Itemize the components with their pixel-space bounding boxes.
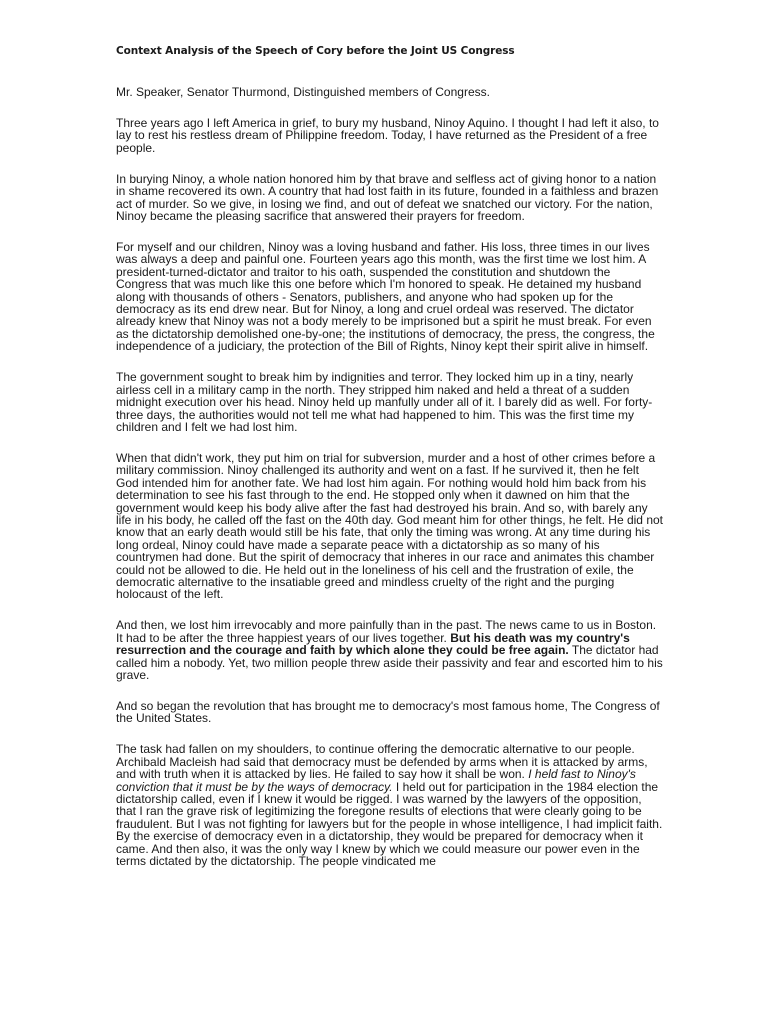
paragraph-5: When that didn't work, they put him on trial for subversion, murder and a host of other crimes before a military commission. Ninoy challenged its authority and went on a fast. If he survived it, then he felt God intended him for another fate. We had lost him again. For nothing would hold him back from his determination to see his fast through to the end. He stopped only when it dawned on him that the government would keep his body alive after the fast had destroyed his brain. And so, with barely any life in his body, he called off the fast on the 40th day. God meant him for other things, he felt. He did not know that an early death would still be his fate, that only the timing was wrong. At any time during his long ordeal, Ninoy could have made a separate peace with a dictatorship as so many of his countrymen had done. But the spirit of democracy that inheres in our race and animates this chamber could not be allowed to die. He held out in the loneliness of his cell and the frustration of exile, the democratic alternative to the insatiable greed and mindless cruelty of the right and the purging holocaust of the left. [116,450,663,602]
paragraph-6 [116,619,664,681]
salutation: Mr. Speaker, Senator Thurmond, Distinguished members of Congress. [116,85,490,99]
paragraph-1: Three years ago I left America in grief, to bury my husband, Ninoy Aquino. I thought I had left it also, to lay to rest his restless dream of Philippine freedom. Today, I have returned as the President of a free people. [116,116,659,155]
paragraph-2: In burying Ninoy, a whole nation honored him by that brave and selfless act of giving honor to a nation in shame recovered its own. A country that had lost faith in its future, founded in a faithless and brazen act of murder. So we give, in losing we find, and out of defeat we snatched our victory. For the nation, Ninoy became the pleasing sacrifice that answered their prayers for freedom. [116,171,659,224]
paragraph-6-text-start: And then, we lost him irrevocably and more painfully than in the past. The news came to us in Boston. It had to be after the three happiest years of our lives together. [116,618,657,645]
paragraph-8 [116,743,664,867]
paragraph-8-italic-text: I held fast to Ninoy's conviction that it must be by the ways of democracy. [116,767,636,794]
paragraph-6-text-end: The dictator had called him a nobody. Yet, two million people threw aside their passivity and fear and escorted him to his grave. [116,643,663,682]
paragraph-8-text-end: I held out for participation in the 1984 election the dictatorship called, even if I knew it would be rigged. I was warned by the lawyers of the opposition, that I ran the grave risk of legitimizing the foregone results of elections that were clearly going to be fraudulent. But I was not fighting for lawyers but for the people in whose intelligence, I had implicit faith. By the exercise of democracy even in a dictatorship, they would be prepared for democracy when it came. And then also, it was the only way I knew by which we could measure our power even in the terms dictated by the dictatorship. The people vindicated me [116,779,663,869]
document-title: Context Analysis of the Speech of Cory before the Joint US Congress [116,45,515,57]
paragraph-7: And so began the revolution that has brought me to democracy's most famous home, The Congress of the United States. [116,699,660,726]
paragraph-8-text-start: The task had fallen on my shoulders, to continue offering the democratic alternative to our people. Archibald Macleish had said that democracy must be defended by arms when it is attacked by arms, and with truth when it is attacked by lies. He failed to say how it shall be won. [116,742,648,782]
paragraph-3: For myself and our children, Ninoy was a loving husband and father. His loss, three times in our lives was always a deep and painful one. Fourteen years ago this month, was the first time we lost him. A president-turned-dictator and traitor to his oath, suspended the constitution and shutdown the Congress that was much like this one before which I'm honored to speak. He detained my husband along with thousands of others - Senators, publishers, and anyone who had spoken up for the democracy as its end drew near. But for Ninoy, a long and cruel ordeal was reserved. The dictator already knew that Ninoy was not a body merely to be imprisoned but a spirit he must break. For even as the dictatorship demolished one-by-one; the institutions of democracy, the press, the congress, the independence of a judiciary, the protection of the Bill of Rights, Ninoy kept their spirit alive in himself. [116,240,655,354]
paragraph-6-bold-text: But his death was my country's resurrection and the courage and faith by which alone they could be free again. [116,630,630,658]
document-body [116,86,664,886]
paragraph-4: The government sought to break him by indignities and terror. They locked him up in a tiny, nearly airless cell in a military camp in the north. They stripped him naked and held a threat of a sudden midnight execution over his head. Ninoy held up manfully under all of it. I barely did as well. For forty-three days, the authorities would not tell me what had happened to him. This was the first time my children and I felt we had lost him. [116,370,653,434]
